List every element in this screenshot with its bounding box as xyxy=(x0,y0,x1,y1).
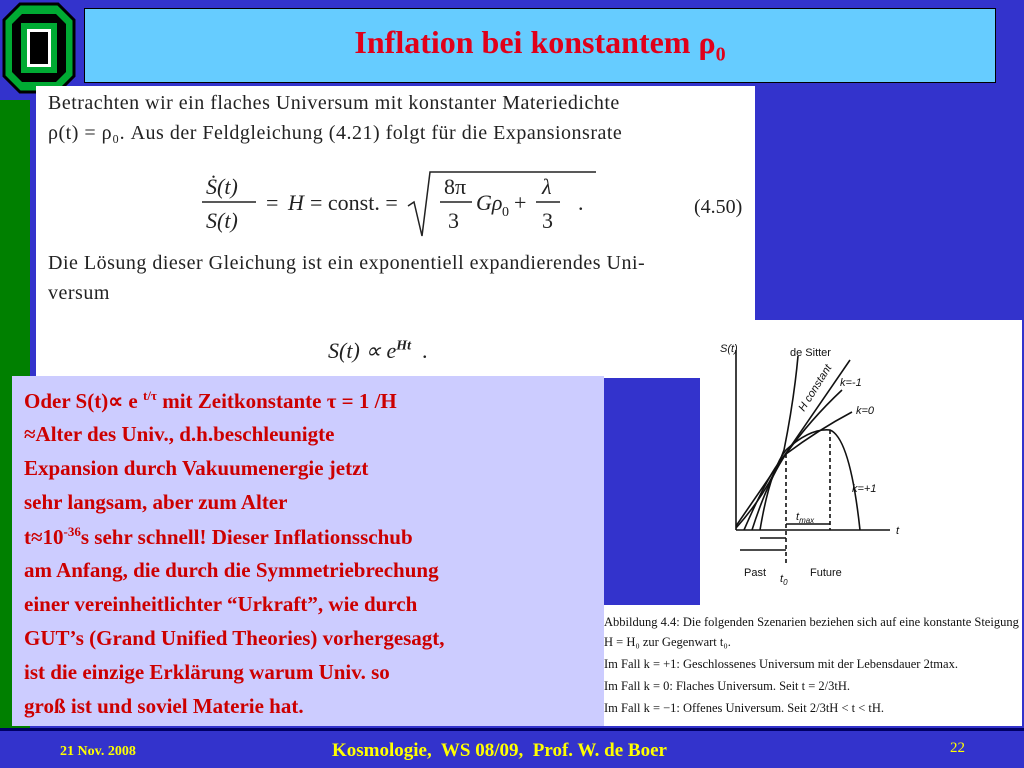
past-label: Past xyxy=(744,567,767,579)
footer-date: 21 Nov. 2008 xyxy=(60,744,136,759)
k-minus-label: k=-1 xyxy=(840,377,862,389)
future-label: Future xyxy=(810,567,842,579)
text-line-3: Expansion durch Vakuumenergie jetzt xyxy=(24,456,369,480)
svg-text:3: 3 xyxy=(542,208,553,233)
caption-line-3: Im Fall k = +1: Geschlossenes Universum mit der Lebensdauer 2tmax. xyxy=(604,657,958,671)
x-axis-label: t xyxy=(896,525,900,537)
page-title: Inflation bei konstantem $\rho_0$ xyxy=(354,24,726,66)
caption-line-2: H = H₀ zur Gegenwart t₀. xyxy=(604,635,731,649)
svg-text:S(t): S(t) xyxy=(206,208,238,233)
svg-text:Gρ: Gρ xyxy=(476,190,503,215)
svg-text:8π: 8π xyxy=(444,174,467,199)
text-line-8: GUT’s (Grand Unified Theories) vorhergesagt, xyxy=(24,626,445,650)
explanation-textbox xyxy=(12,376,604,726)
caption-line-4: Im Fall k = 0: Flaches Universum. Seit t = 2/3tH. xyxy=(604,679,851,693)
title-banner xyxy=(84,8,996,83)
footer-course-info: Kosmologie, WS 08/09, Prof. W. de Boer xyxy=(332,740,667,761)
scale-factor-figure xyxy=(700,320,1022,605)
svg-text:H: H xyxy=(288,190,304,215)
caption-line-1: Abbildung 4.4: Die folgenden Szenarien beziehen sich auf eine konstante Steigung xyxy=(604,615,1019,629)
footer-divider xyxy=(0,728,1024,731)
caption-line-5: Im Fall k = −1: Offenes Universum. Seit 2/3tH < t < tH. xyxy=(604,701,885,715)
doc-line-2: ρ(t) = ρ₀. Aus der Feldgleichung (4.21) folgt für die Expansionsrate xyxy=(48,122,623,144)
text-line-5: $t\approx 10^{-36}s$ sehr schnell! Dieser Inflationsschub xyxy=(24,524,413,549)
svg-text:3: 3 xyxy=(448,208,459,233)
y-axis-label: S(t) xyxy=(720,343,738,355)
hubble-equation xyxy=(196,166,616,246)
k-zero-label: k=0 xyxy=(856,405,875,417)
svg-text:0: 0 xyxy=(502,205,509,220)
text-line-4: sehr langsam, aber zum Alter xyxy=(24,490,288,514)
text-line-1: Oder S(t)∝ e $^{t/\tau}$ mit Zeitkonstante τ = 1 /H xyxy=(24,388,397,413)
text-line-10: groß ist und soviel Materie hat. xyxy=(24,694,304,718)
svg-text:= const. =: = const. = xyxy=(310,190,398,215)
doc-line-3: Die Lösung dieser Gleichung ist ein exponentiell expandierendes Uni- xyxy=(48,252,646,274)
svg-text:=: = xyxy=(266,190,279,215)
text-line-7: einer vereinheitlichter “Urkraft”, wie durch xyxy=(24,592,418,616)
page-number: 22 xyxy=(950,740,965,756)
document-excerpt xyxy=(36,86,755,378)
svg-text:Ṡ(t): Ṡ(t) xyxy=(206,174,238,199)
text-line-2: ≈Alter des Univ., d.h.beschleunigte xyxy=(24,422,335,446)
svg-text:λ: λ xyxy=(542,174,552,199)
figure-caption xyxy=(604,605,1022,726)
h-constant-label: H constant xyxy=(796,362,835,414)
k-plus-label: k=+1 xyxy=(852,483,877,495)
de-sitter-label: de Sitter xyxy=(790,347,831,359)
doc-line-4: versum xyxy=(48,282,110,304)
exponential-solution: $S(t) \propto e^{Ht}$ . xyxy=(328,338,428,363)
text-line-9: ist die einzige Erklärung warum Univ. so xyxy=(24,660,390,684)
doc-line-1: Betrachten wir ein flaches Universum mit konstanter Materiedichte xyxy=(48,92,620,114)
t0-label: $t_0$ xyxy=(780,573,788,587)
svg-text:.: . xyxy=(578,190,584,215)
equation-number: (4.50) xyxy=(694,196,743,218)
tmax-label: $t_{max}$ xyxy=(796,511,815,525)
svg-text:+: + xyxy=(514,190,527,215)
text-line-6: am Anfang, die durch die Symmetriebrechung xyxy=(24,558,439,582)
university-logo xyxy=(0,0,78,96)
